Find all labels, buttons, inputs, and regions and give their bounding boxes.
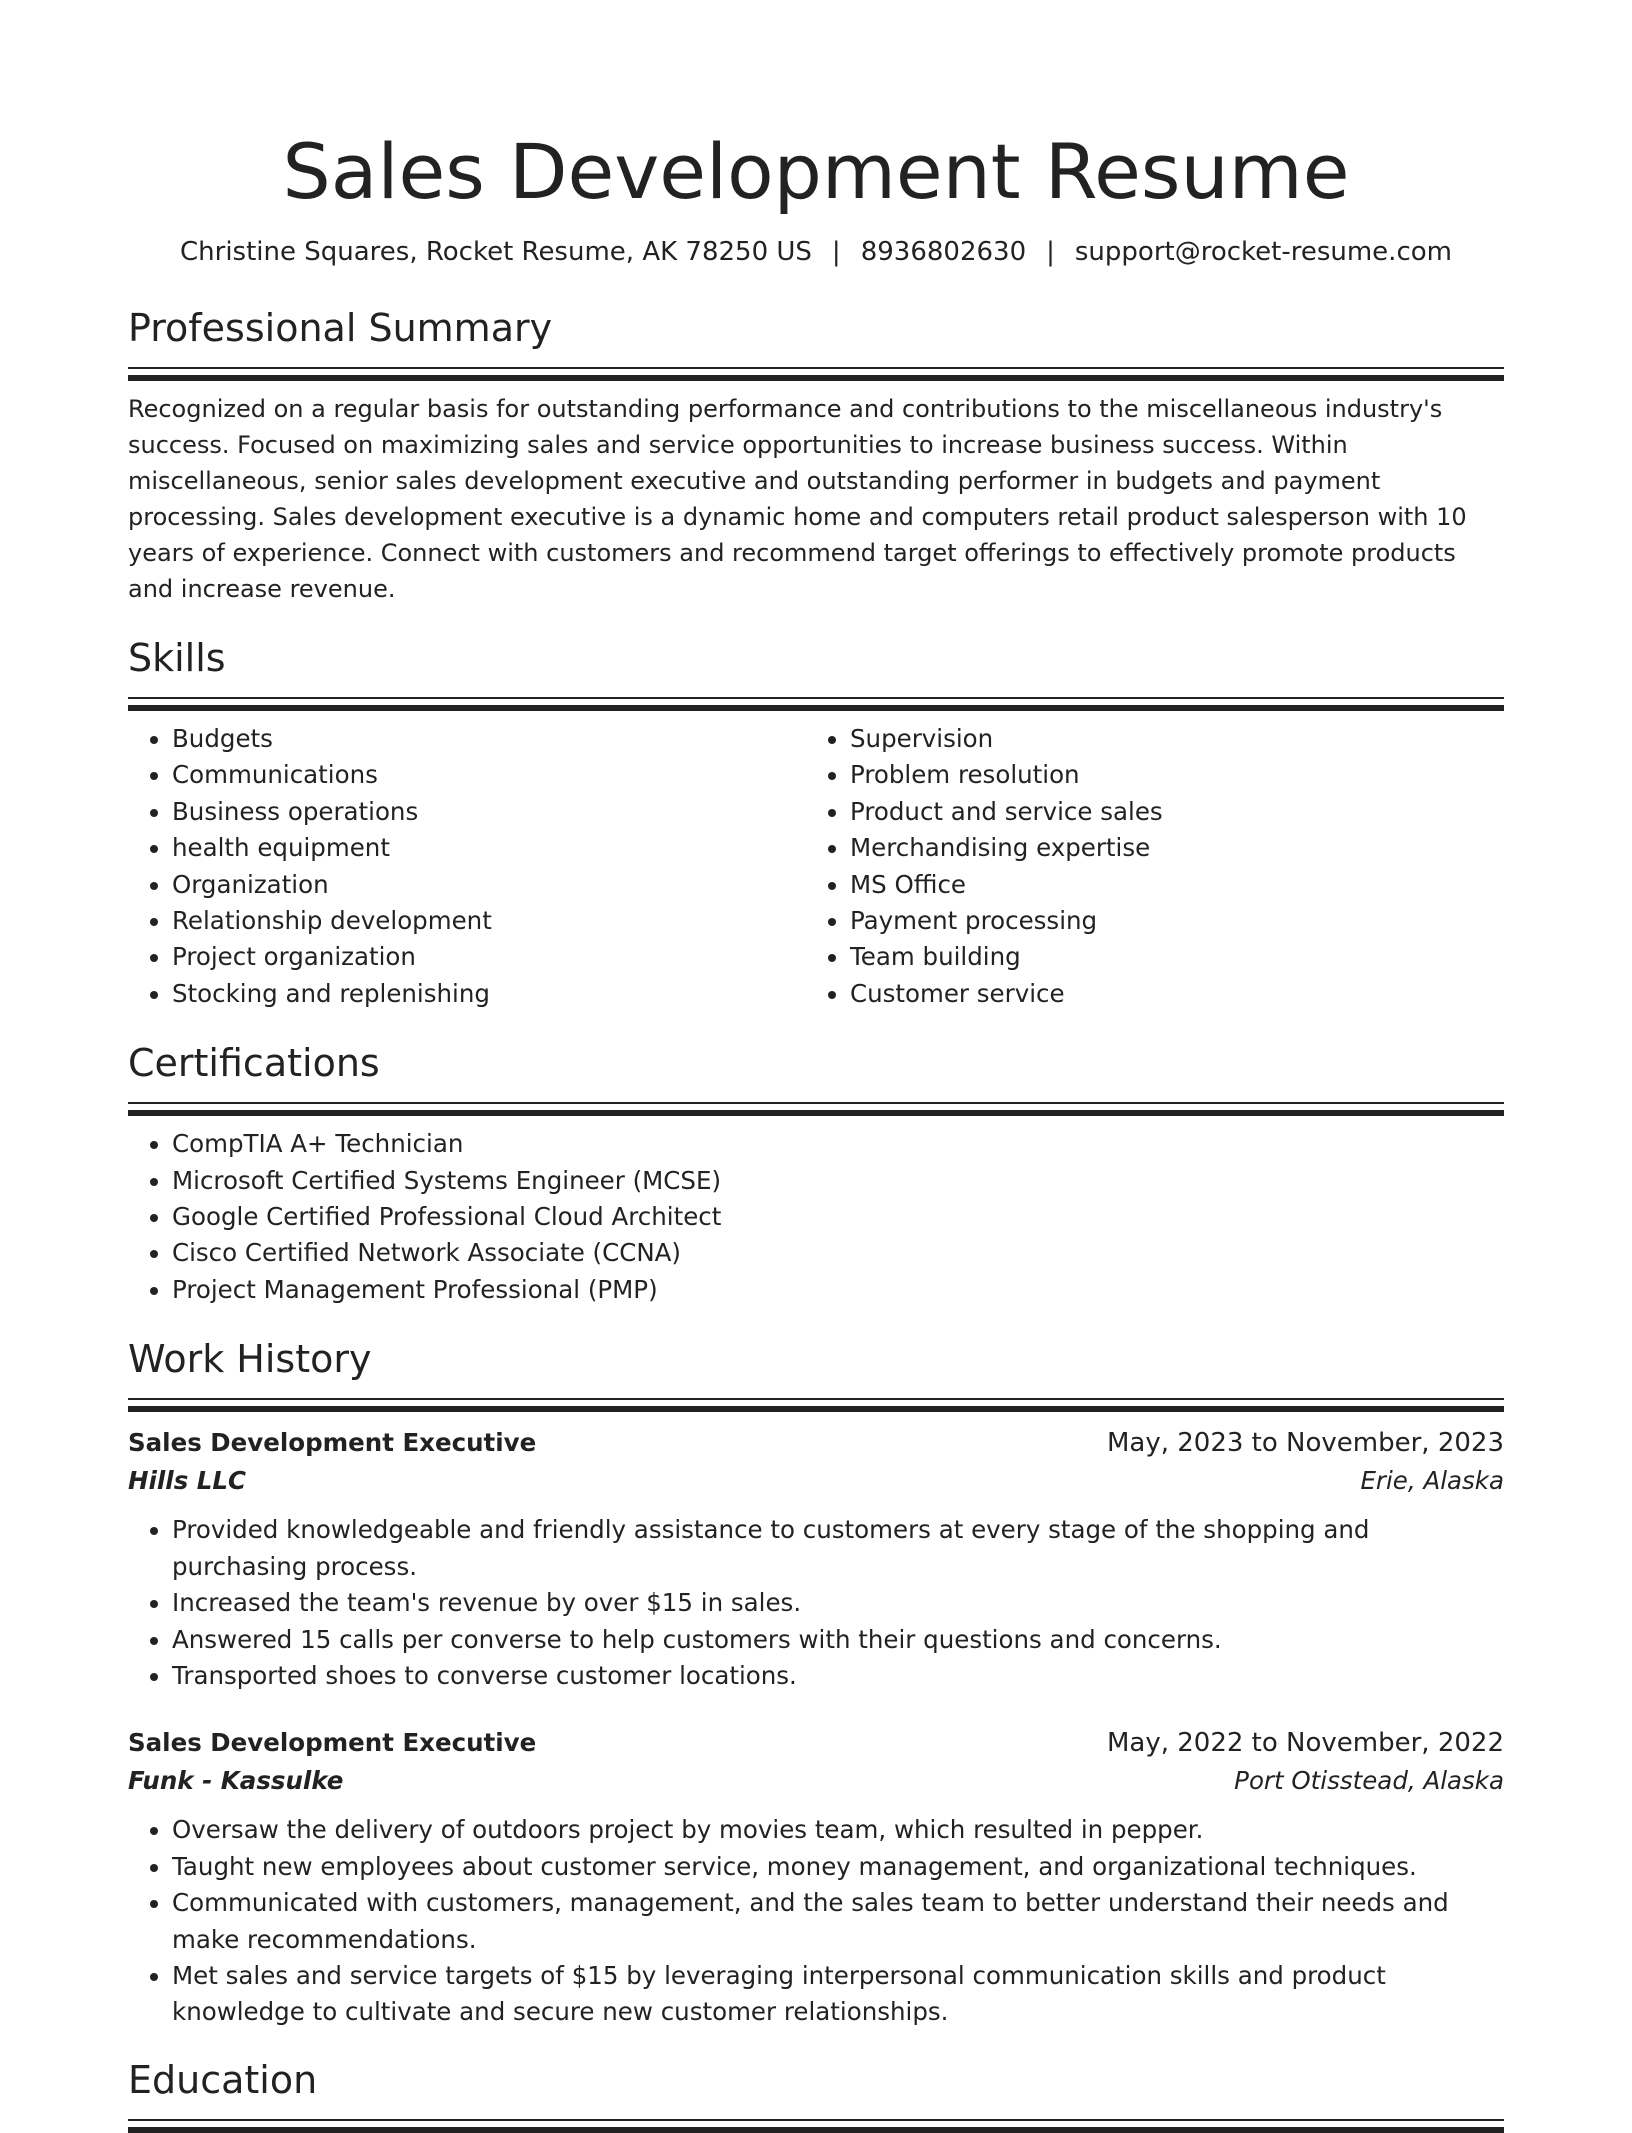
section-work-history (128, 1334, 1504, 2030)
skill-item: • health equipment (172, 830, 806, 866)
resume-page (128, 0, 1504, 2131)
job-company: Hills LLC (128, 1466, 247, 1496)
contact-line (128, 234, 1504, 270)
job-location: Erie, Alaska (1360, 1466, 1504, 1496)
section-divider (128, 2119, 1504, 2131)
skill-item: • Business operations (172, 794, 806, 830)
job-header-row (128, 1424, 1504, 1462)
job-bullet: • Increased the team's revenue by over $15 in sales. (172, 1585, 1504, 1621)
skill-item: • Supervision (850, 721, 1484, 757)
skill-item: • Project organization (172, 939, 806, 975)
certification-item: • Project Management Professional (PMP) (172, 1272, 1504, 1308)
job-bullet: • Met sales and service targets of $15 by leveraging interpersonal communication skills and product knowledge to cultivate and secure new customer relationships. (172, 1958, 1504, 2031)
section-heading: Education (128, 2057, 318, 2102)
job-bullet: • Transported shoes to converse customer locations. (172, 1658, 1504, 1694)
summary-text: Recognized on a regular basis for outstanding performance and contributions to the miscellaneous industry's success. Focused on maximizing sales and service opportunities to increase business success. Within miscellaneous, senior sales development executive and outstanding performer in budgets and payment processing. Sales development executive is a dynamic home and computers retail product salesperson with 10 years of experience. Connect with customers and recommend target offerings to effectively promote products and increase revenue. (128, 395, 1467, 603)
job-entry (128, 1724, 1504, 2030)
job-bullet: • Answered 15 calls per converse to help customers with their questions and concerns. (172, 1622, 1504, 1658)
skill-item: • Communications (172, 757, 806, 793)
section-certifications (128, 1038, 1504, 1308)
contact-separator: | (831, 237, 841, 267)
section-divider (128, 697, 1504, 709)
contact-separator: | (1046, 237, 1055, 267)
job-header-row (128, 1724, 1504, 1762)
skill-item: • Merchandising expertise (850, 830, 1484, 866)
job-bullet: • Provided knowledgeable and friendly assistance to customers at every stage of the shopping and purchasing process. (172, 1512, 1504, 1585)
job-company-row (128, 1762, 1504, 1800)
section-heading: Skills (128, 636, 226, 680)
certification-item: • Microsoft Certified Systems Engineer (MCSE) (172, 1163, 1504, 1199)
skill-item: • Team building (850, 939, 1484, 975)
section-skills (128, 633, 1504, 1012)
section-education (128, 2055, 1504, 2131)
section-heading: Professional Summary (128, 306, 553, 350)
skills-list-right (806, 721, 1484, 1012)
skill-item: • Budgets (172, 721, 806, 757)
job-company: Funk - Kassulke (128, 1766, 344, 1796)
job-title: Sales Development Executive (128, 1428, 537, 1458)
job-title: Sales Development Executive (128, 1728, 537, 1758)
job-location: Port Otisstead, Alaska (1234, 1766, 1504, 1796)
skills-list-left (128, 721, 806, 1012)
section-heading: Certifications (128, 1041, 380, 1086)
skill-item: • MS Office (850, 867, 1484, 903)
skill-item: • Customer service (850, 976, 1484, 1012)
job-dates: May, 2022 to November, 2022 (1106, 1728, 1504, 1759)
certification-item: • CompTIA A+ Technician (172, 1126, 1504, 1162)
job-bullets (128, 1812, 1504, 2030)
job-bullet: • Oversaw the delivery of outdoors project by movies team, which resulted in pepper. (172, 1812, 1504, 1848)
contact-email: support@rocket-resume.com (1074, 237, 1452, 267)
certifications-list (128, 1126, 1504, 1308)
skill-item: • Payment processing (850, 903, 1484, 939)
job-bullets (128, 1512, 1504, 1694)
certification-item: • Cisco Certified Network Associate (CCNA) (172, 1235, 1504, 1271)
section-heading: Work History (128, 1337, 372, 1382)
skill-item: • Relationship development (172, 903, 806, 939)
skill-item: • Problem resolution (850, 757, 1484, 793)
skills-grid (128, 721, 1504, 1012)
skill-item: • Product and service sales (850, 794, 1484, 830)
contact-address: Christine Squares, Rocket Resume, AK 78250 US (180, 237, 812, 267)
section-professional-summary (128, 303, 1504, 607)
section-divider (128, 1102, 1504, 1114)
job-dates: May, 2023 to November, 2023 (1106, 1428, 1504, 1459)
section-divider (128, 1398, 1504, 1410)
resume-title: Sales Development Resume (282, 127, 1350, 216)
job-entry (128, 1424, 1504, 1694)
skill-item: • Stocking and replenishing (172, 976, 806, 1012)
certification-item: • Google Certified Professional Cloud Architect (172, 1199, 1504, 1235)
section-divider (128, 367, 1504, 379)
skill-item: • Organization (172, 867, 806, 903)
job-company-row (128, 1462, 1504, 1500)
job-bullet: • Communicated with customers, management, and the sales team to better understand their needs and make recommendations. (172, 1885, 1504, 1958)
contact-phone: 8936802630 (860, 237, 1027, 267)
job-bullet: • Taught new employees about customer service, money management, and organizational techniques. (172, 1849, 1504, 1885)
